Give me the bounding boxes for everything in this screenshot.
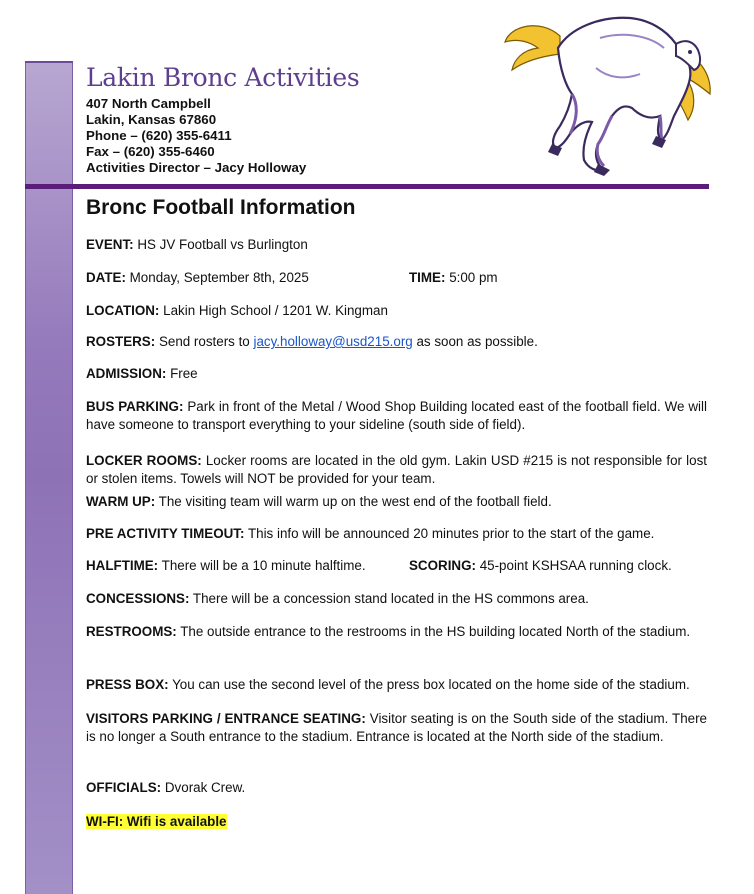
wifi-line <box>86 813 707 831</box>
restrooms-paragraph <box>86 623 707 641</box>
locker-rooms-label: LOCKER ROOMS: <box>86 453 202 468</box>
pre-activity-timeout-label: PRE ACTIVITY TIMEOUT: <box>86 526 245 541</box>
address-phone: Phone – (620) 355-6411 <box>86 128 232 143</box>
bus-parking-label: BUS PARKING: <box>86 399 184 414</box>
warm-up-value: The visiting team will warm up on the west end of the football field. <box>158 494 552 509</box>
admission-line <box>86 365 707 383</box>
wifi-highlight-text: WI-FI: Wifi is available <box>86 814 227 829</box>
location-value: Lakin High School / 1201 W. Kingman <box>163 303 388 318</box>
admission-value: Free <box>170 366 198 381</box>
rosters-text-before: Send rosters to <box>158 334 250 349</box>
officials-line <box>86 779 707 797</box>
bucking-bronco-logo-icon <box>500 8 715 178</box>
address-city: Lakin, Kansas 67860 <box>86 112 217 127</box>
org-name: Lakin Bronc Activities <box>86 63 360 92</box>
visitors-parking-label: VISITORS PARKING / ENTRANCE SEATING: <box>86 711 366 726</box>
location-label: LOCATION: <box>86 303 160 318</box>
date-label: DATE: <box>86 270 126 285</box>
sidebar-accent-cap <box>25 61 73 63</box>
event-line <box>86 236 707 254</box>
concessions-line <box>86 590 707 608</box>
address-block <box>86 96 306 176</box>
document-title: Bronc Football Information <box>86 196 356 219</box>
scoring-value: 45-point KSHSAA running clock. <box>479 558 672 573</box>
location-line <box>86 302 707 320</box>
event-value: HS JV Football vs Burlington <box>137 237 308 252</box>
warm-up-label: WARM UP: <box>86 494 156 509</box>
date-value: Monday, September 8th, 2025 <box>129 270 309 285</box>
time-group <box>409 269 498 287</box>
visitors-parking-paragraph <box>86 710 707 746</box>
concessions-label: CONCESSIONS: <box>86 591 190 606</box>
rosters-text-after: as soon as possible. <box>416 334 538 349</box>
press-box-line <box>86 676 707 694</box>
time-value: 5:00 pm <box>449 270 498 285</box>
halftime-label: HALFTIME: <box>86 558 159 573</box>
header-divider <box>25 184 709 189</box>
pre-activity-timeout-value: This info will be announced 20 minutes prior to the start of the game. <box>247 526 655 541</box>
visitors-parking-value: Visitor seating is on the South side of the stadium. There is no longer a South entrance to the stadium. Entrance is located at the North side of the stadium. <box>86 711 707 744</box>
address-street: 407 North Campbell <box>86 96 211 111</box>
officials-label: OFFICIALS: <box>86 780 162 795</box>
bus-parking-value: Park in front of the Metal / Wood Shop Building located east of the football field. We will have someone to transport everything to your sideline (south side of field). <box>86 399 707 432</box>
halftime-value: There will be a 10 minute halftime. <box>161 558 366 573</box>
bus-parking-paragraph <box>86 398 707 434</box>
press-box-value: You can use the second level of the press box located on the home side of the stadium. <box>172 677 690 692</box>
warm-up-line <box>86 493 707 511</box>
rosters-line <box>86 333 707 351</box>
press-box-label: PRESS BOX: <box>86 677 169 692</box>
concessions-value: There will be a concession stand located in the HS commons area. <box>192 591 589 606</box>
halftime-scoring-line <box>86 557 707 575</box>
locker-rooms-paragraph <box>86 452 707 488</box>
pre-activity-timeout-line <box>86 525 707 543</box>
locker-rooms-value: Locker rooms are located in the old gym. Lakin USD #215 is not responsible for lost or stolen items. Towels will NOT be provided for your team. <box>86 453 707 486</box>
address-fax: Fax – (620) 355-6460 <box>86 144 215 159</box>
officials-value: Dvorak Crew. <box>164 780 246 795</box>
date-time-line <box>86 269 707 287</box>
rosters-label: ROSTERS: <box>86 334 156 349</box>
scoring-group <box>409 557 672 575</box>
admission-label: ADMISSION: <box>86 366 167 381</box>
restrooms-value: The outside entrance to the restrooms in the HS building located North of the stadium. <box>180 624 691 639</box>
scoring-label: SCORING: <box>409 558 476 573</box>
time-label: TIME: <box>409 270 446 285</box>
restrooms-label: RESTROOMS: <box>86 624 177 639</box>
event-label: EVENT: <box>86 237 134 252</box>
rosters-email-link[interactable]: jacy.holloway@usd215.org <box>253 334 413 349</box>
address-director: Activities Director – Jacy Holloway <box>86 160 307 175</box>
